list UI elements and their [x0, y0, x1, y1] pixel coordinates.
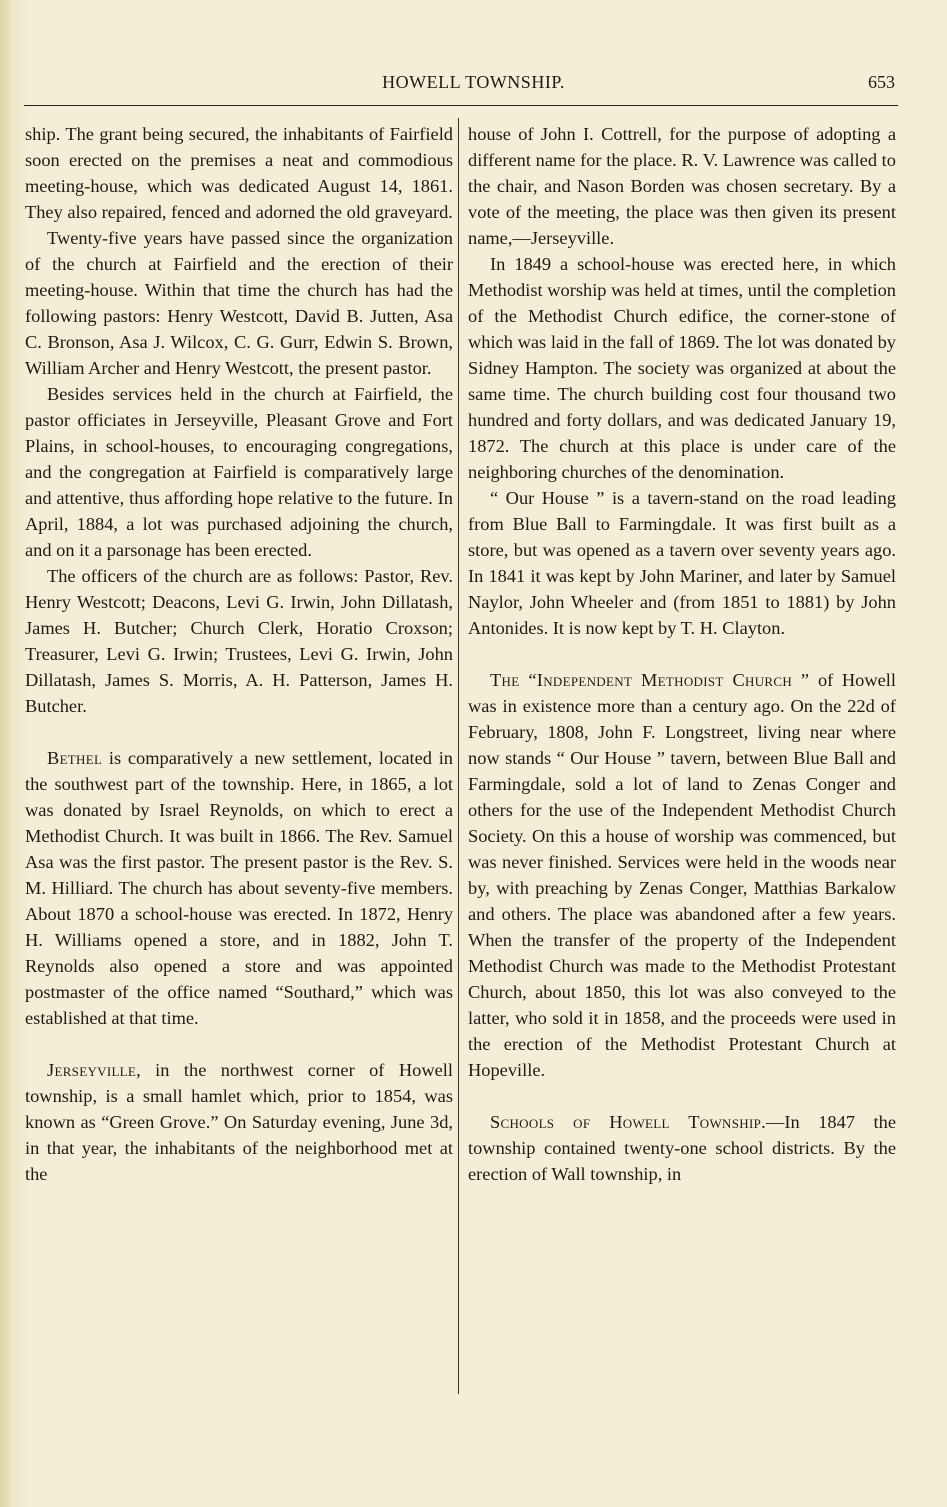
paragraph-fairfield-pastors: Twenty-five years have passed since the organization of the church at Fairfield and the erection of their meeting-house. Within that time the church has had the following pastors: Henry Westcott, David B. Jutten, Asa C. Bronson, Asa J. Wilcox, C. G. Gurr, Edwin S. Brown, William Archer and Henry Westcott, the present pastor. — [25, 228, 453, 378]
independent-methodist-church-text: of Howell was in existence more than a century ago. On the 22d of February, 1808, John F. Longstreet, living near where now stands “ Our House ” tavern, between Blue Ball and Farmingdale, sold a lot of land to Zenas Conger and others for the use of the Independent Methodist Church Society. On this a house of worship was commenced, but was never finished. Services were held in the woods near by, with preaching by Zenas Conger, Matthias Barkalow and others. The place was abandoned after a few years. When the transfer of the property of the Independent Methodist Church was made to the Methodist Protestant Church, about 1850, this lot was also conveyed to the latter, who sold it in 1858, and the proceeds were used in the erection of the Methodist Protestant Church at Hopeville. — [468, 670, 897, 1080]
section-bethel — [25, 745, 453, 1031]
running-header-title: HOWELL TOWNSHIP. — [382, 72, 565, 92]
section-jerseyville — [25, 1057, 453, 1187]
column-divider — [458, 118, 459, 1394]
section-schools — [468, 1109, 896, 1187]
header-rule — [24, 105, 898, 106]
left-column — [25, 121, 453, 1187]
jerseyville-text: , in the northwest corner of Howell township, is a small hamlet which, prior to 1854, was known as “Green Grove.” On Saturday evening, June 3d, in that year, the inhabitants of the neighborhood met at the — [25, 1060, 453, 1184]
heading-schools: Schools of Howell Township. — [490, 1112, 766, 1132]
paragraph-fairfield-meeting-house: ship. The grant being secured, the inhabitants of Fairfield soon erected on the premises a neat and commodious meeting-house, which was dedicated August 14, 1861. They also repaired, fenced and adorned the old graveyard. — [25, 124, 453, 222]
heading-independent-methodist-church: The “Independent Methodist Church ” — [490, 670, 810, 690]
paragraph-jerseyville-church: In 1849 a school-house was erected here, in which Methodist worship was held at times, until the completion of the Methodist Church edifice, the corner-stone of which was laid in the fall of 1869. The lot was donated by Sidney Hampton. The society was organized at about the same time. The church building cost four thousand two hundred and forty dollars, and was dedicated January 19, 1872. The church at this place is under care of the neighboring churches of the denomination. — [468, 254, 896, 482]
paragraph-our-house-tavern: “ Our House ” is a tavern-stand on the road leading from Blue Ball to Farmingdale. It was first built as a store, but was opened as a tavern over seventy years ago. In 1841 it was kept by John Mariner, and later by Samuel Naylor, John Wheeler and (from 1851 to 1881) by John Antonides. It is now kept by T. H. Clayton. — [468, 488, 896, 638]
heading-jerseyville: Jerseyville — [47, 1060, 137, 1080]
section-independent-methodist-church — [468, 667, 896, 1083]
paragraph-fairfield-services: Besides services held in the church at Fairfield, the pastor officiates in Jerseyville, Pleasant Grove and Fort Plains, in school-houses, to encouraging congregations, and the congregation at Fairfield is comparatively large and attentive, thus affording hope relative to the future. In April, 1884, a lot was purchased adjoining the church, and on it a parsonage has been erected. — [25, 384, 453, 560]
paragraph-church-officers: The officers of the church are as follows: Pastor, Rev. Henry Westcott; Deacons, Levi G. Irwin, John Dillatash, James H. Butcher; Church Clerk, Horatio Croxson; Treasurer, Levi G. Irwin; Trustees, Levi G. Irwin, John Dillatash, James S. Morris, A. H. Patterson, James H. Butcher. — [25, 566, 453, 716]
schools-text: —In 1847 the township contained twenty-one school districts. By the erection of Wall township, in — [468, 1112, 896, 1184]
right-column — [468, 121, 896, 1187]
page-number: 653 — [868, 72, 895, 92]
bethel-text: is comparatively a new settlement, located in the southwest part of the township. Here, in 1865, a lot was donated by Israel Reynolds, on which to erect a Methodist Church. It was built in 1866. The Rev. Samuel Asa was the first pastor. The present pastor is the Rev. S. M. Hilliard. The church has about seventy-five members. About 1870 a school-house was erected. In 1872, Henry H. Williams opened a store, and in 1882, John T. Reynolds also opened a store and was appointed postmaster of the office named “Southard,” which was established at that time. — [25, 748, 453, 1028]
heading-bethel: Bethel — [47, 748, 103, 768]
paragraph-jerseyville-naming: house of John I. Cottrell, for the purpose of adopting a different name for the place. R. V. Lawrence was called to the chair, and Nason Borden was chosen secretary. By a vote of the meeting, the place was then given its present name,—Jerseyville. — [468, 124, 896, 248]
